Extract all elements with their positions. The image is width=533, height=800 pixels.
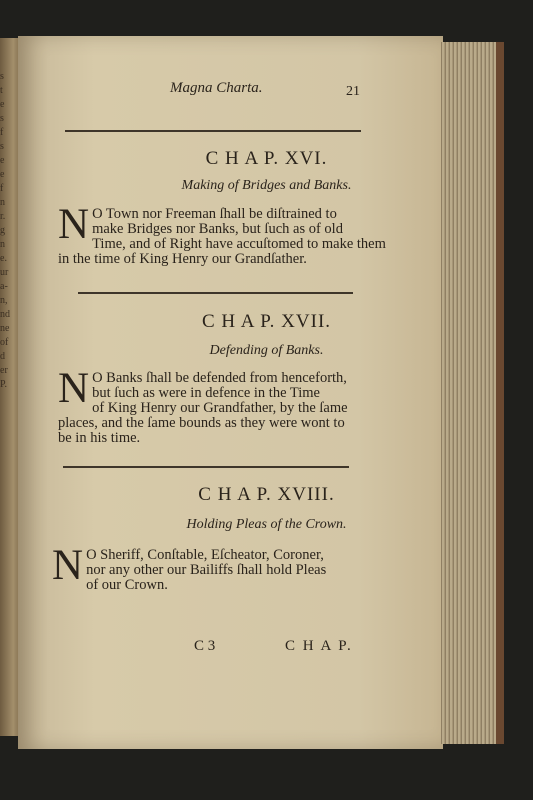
left-fragment: s (0, 71, 4, 82)
left-fragment: s (0, 113, 4, 124)
text-line: places, and the ſame bounds as they were wont to (58, 415, 345, 431)
chapter-title: Defending of Banks. (209, 343, 324, 358)
left-fragment: e. (0, 253, 7, 264)
page-number: 21 (346, 84, 360, 99)
text-line: of King Henry our Grandfather, by the ſame (92, 400, 348, 416)
chapter-heading: C H A P. XVII. (201, 311, 332, 332)
text-line: O Banks ſhall be defended from henceforth, (92, 370, 347, 386)
signature-mark: C 3 (194, 638, 216, 654)
section-rule (63, 466, 349, 468)
drop-cap: N (58, 365, 90, 412)
chapter-heading: C H A P. XVI. (205, 148, 328, 169)
left-fragment: f (0, 183, 4, 194)
text-line: but ſuch as were in defence in the Time (92, 385, 320, 401)
left-fragment: d (0, 351, 5, 362)
left-fragment: ne (0, 323, 10, 334)
text-line: O Town nor Freeman ſhall be diſtrained to (92, 206, 337, 222)
drop-cap: N (52, 542, 84, 589)
left-fragment: n (0, 239, 5, 250)
text-line: nor any other our Bailiffs ſhall hold Pleas (86, 562, 327, 578)
running-header (0, 80, 533, 106)
header-rule (65, 130, 361, 132)
catchword: C H A P. (285, 638, 353, 654)
running-title: Magna Charta. (170, 80, 263, 96)
left-fragment: e (0, 99, 5, 110)
chapter-text (52, 542, 352, 593)
left-fragment: e (0, 169, 5, 180)
chapter-text (58, 201, 386, 267)
left-fragment: r. (0, 211, 6, 222)
text-line: be in his time. (58, 430, 141, 446)
left-fragment: of (0, 337, 9, 348)
chapter-title: Making of Bridges and Banks. (181, 178, 352, 193)
page-footer (0, 638, 533, 662)
text-line: O Sheriff, Conſtable, Eſcheator, Coroner, (86, 547, 324, 563)
left-fragment: er (0, 365, 8, 376)
left-fragment: e (0, 155, 5, 166)
text-line: make Bridges nor Banks, but ſuch as of old (92, 221, 343, 237)
left-fragment: P. (0, 379, 7, 390)
left-fragment: f (0, 127, 4, 138)
left-fragment: n (0, 197, 5, 208)
drop-cap: N (58, 201, 90, 248)
left-fragment: nd (0, 309, 10, 320)
left-fragment: t (0, 85, 3, 96)
text-line: in the time of King Henry our Grandſather. (58, 251, 307, 267)
chapter-title: Holding Pleas of the Crown. (186, 517, 347, 532)
text-line: Time, and of Right have accuſtomed to make them (92, 236, 386, 252)
chapter-heading: C H A P. XVIII. (198, 484, 335, 505)
chapter-text (58, 365, 358, 446)
left-fragment: s (0, 141, 4, 152)
left-fragment: n, (0, 295, 8, 306)
left-fragment: g (0, 225, 5, 236)
left-fragment: ur (0, 267, 9, 278)
section-rule (78, 292, 353, 294)
text-line: of our Crown. (86, 577, 168, 593)
left-fragment: a- (0, 281, 8, 292)
